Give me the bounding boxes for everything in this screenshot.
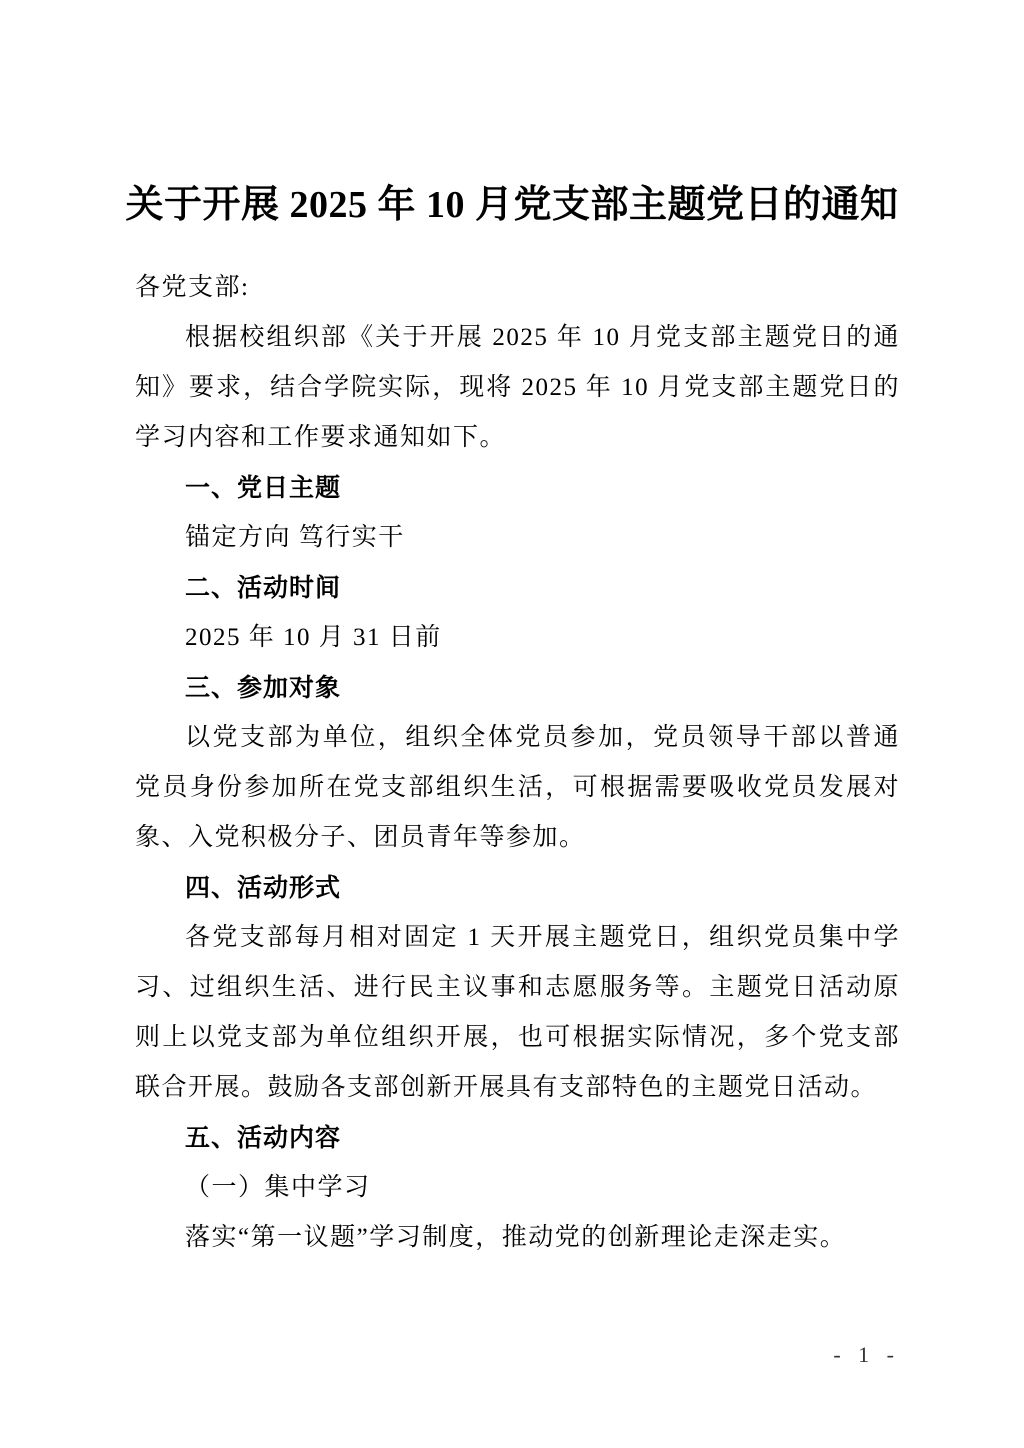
sections-container <box>135 463 900 1263</box>
body-paragraph: 以党支部为单位，组织全体党员参加，党员领导干部以普通党员身份参加所在党支部组织生活，可根据需要吸收党员发展对象、入党积极分子、团员青年等参加。 <box>135 724 900 851</box>
body-paragraph: 2025 年 10 月 31 日前 <box>185 624 442 651</box>
intro-paragraph: 根据校组织部《关于开展 2025 年 10 月党支部主题党日的通知》要求，结合学院实际，现将 2025 年 10 月党支部主题党日的学习内容和工作要求通知如下。 <box>135 324 900 451</box>
section-heading: 二、活动时间 <box>185 574 342 602</box>
body-paragraph: 各党支部每月相对固定 1 天开展主题党日，组织党员集中学习、过组织生活、进行民主议事和志愿服务等。主题党日活动原则上以党支部为单位组织开展，也可根据实际情况，多个党支部联合开展。鼓励各支部创新开展具有支部特色的主题党日活动。 <box>135 924 900 1101</box>
body-paragraph: 锚定方向 笃行实干 <box>185 524 405 551</box>
sub-heading: （一）集中学习 <box>185 1174 371 1201</box>
salutation: 各党支部: <box>135 274 250 301</box>
section-heading: 一、党日主题 <box>185 474 342 502</box>
page-number: - 1 - <box>833 1342 900 1367</box>
document-body <box>135 263 900 1263</box>
body-paragraph: 落实“第一议题”学习制度，推动党的创新理论走深走实。 <box>185 1224 847 1251</box>
section-heading: 三、参加对象 <box>185 674 342 702</box>
section-heading: 五、活动内容 <box>185 1124 342 1152</box>
section-heading: 四、活动形式 <box>185 874 342 902</box>
document-title: 关于开展 2025 年 10 月党支部主题党日的通知 <box>125 184 899 226</box>
